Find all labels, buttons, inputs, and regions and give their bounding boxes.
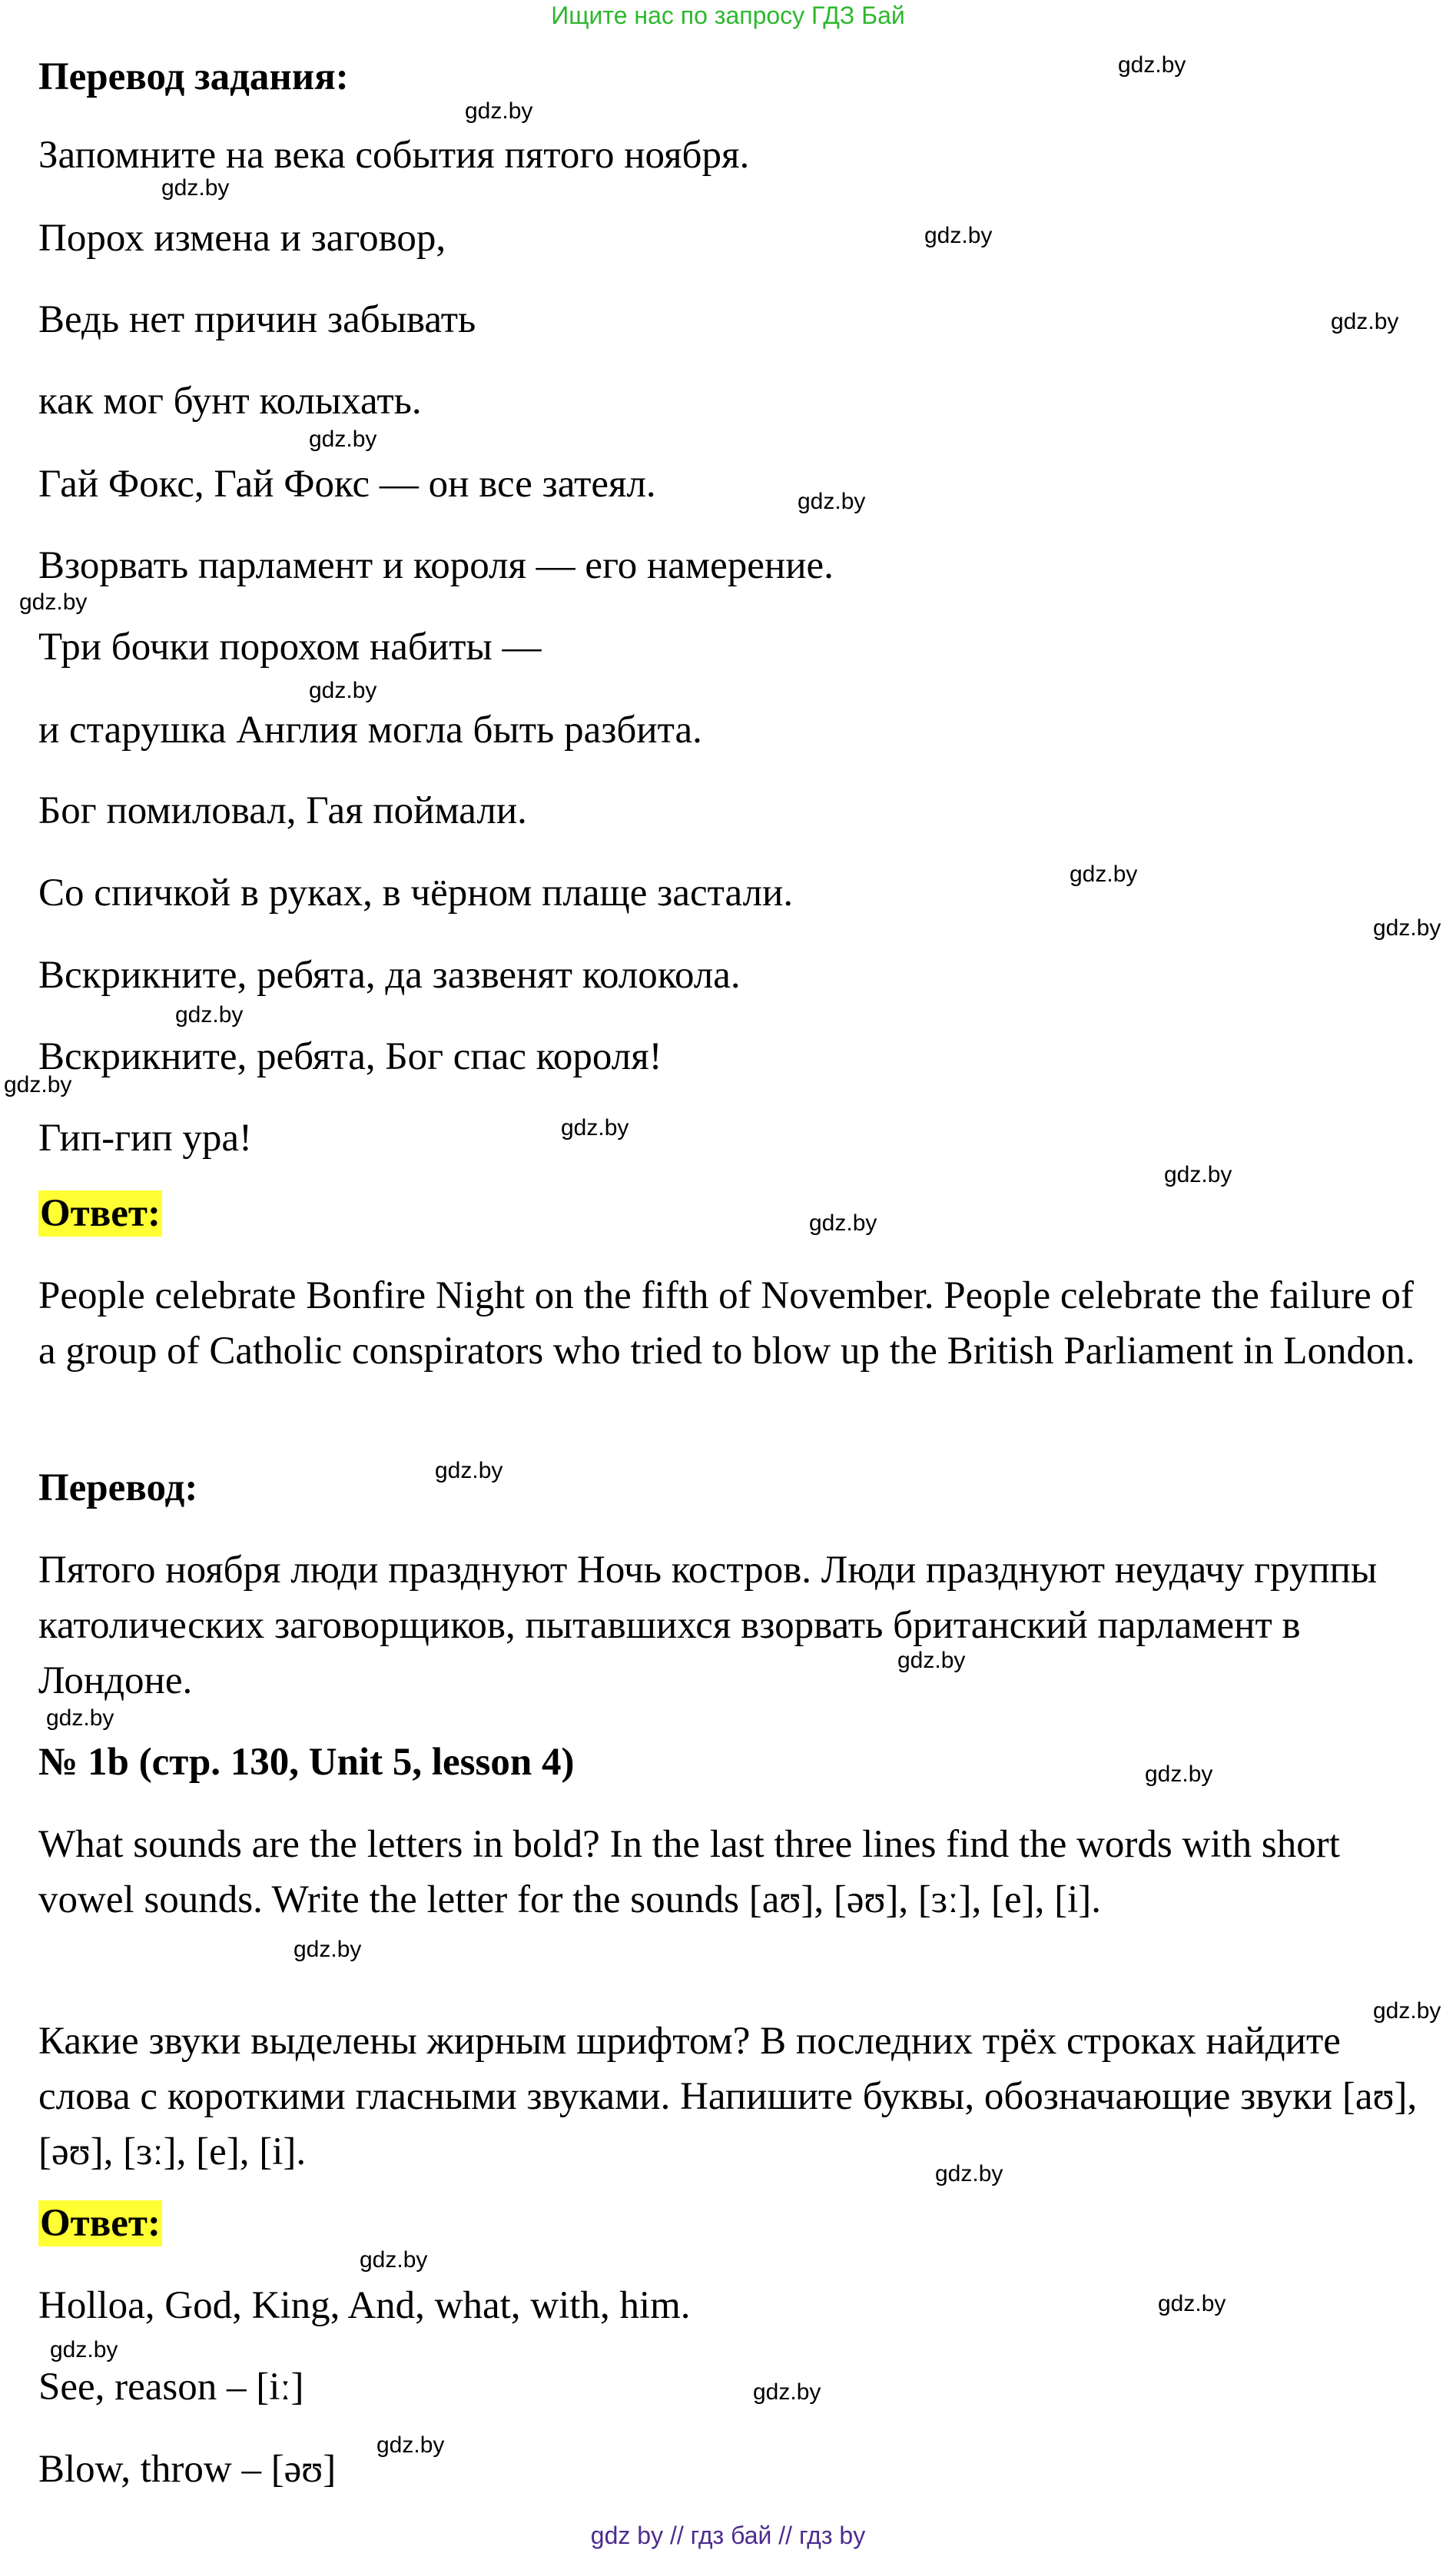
watermark: gdz.by bbox=[465, 98, 533, 124]
task-translation-heading: Перевод задания: bbox=[38, 55, 349, 98]
poem-line: Ведь нет причин забывать bbox=[38, 298, 476, 341]
watermark: gdz.by bbox=[161, 175, 230, 201]
watermark: gdz.by bbox=[1331, 309, 1399, 334]
watermark: gdz.by bbox=[435, 1458, 503, 1483]
watermark: gdz.by bbox=[1373, 915, 1441, 941]
watermark: gdz.by bbox=[561, 1115, 629, 1141]
watermark: gdz.by bbox=[1070, 862, 1138, 887]
translation-text: Пятого ноября люди празднуют Ночь костров. Люди празднуют неудачу группы католических заговорщиков, пытавшихся взорвать британский парламент в Лондоне. bbox=[38, 1549, 1378, 1702]
watermark: gdz.by bbox=[309, 427, 377, 452]
watermark: gdz.by bbox=[1164, 1162, 1232, 1187]
poem-line: как мог бунт колыхать. bbox=[38, 380, 422, 423]
top-banner: Ищите нас по запросу ГДЗ Бай bbox=[551, 2, 905, 29]
watermark: gdz.by bbox=[294, 1937, 362, 1962]
watermark: gdz.by bbox=[935, 2161, 1003, 2186]
poem-line: Вскрикните, ребята, Бог спас короля! bbox=[38, 1035, 662, 1078]
watermark: gdz.by bbox=[175, 1002, 244, 1028]
watermark: gdz.by bbox=[1373, 1998, 1441, 2024]
watermark: gdz.by bbox=[753, 2379, 821, 2405]
poem-line: и старушка Англия могла быть разбита. bbox=[38, 709, 702, 752]
watermark: gdz.by bbox=[46, 1705, 114, 1731]
translation-heading: Перевод: bbox=[38, 1466, 198, 1509]
poem-line: Гай Фокс, Гай Фокс — он все затеял. bbox=[38, 463, 656, 506]
poem-line: Порох измена и заговор, bbox=[38, 217, 446, 260]
exercise-answer-line: Blow, throw – [əʊ] bbox=[38, 2448, 337, 2491]
exercise-heading: № 1b (стр. 130, Unit 5, lesson 4) bbox=[38, 1741, 575, 1784]
watermark: gdz.by bbox=[309, 678, 377, 703]
watermark: gdz.by bbox=[4, 1072, 72, 1097]
exercise-task-en: What sounds are the letters in bold? In the last three lines find the words with short vowel sounds. Write the letter for the sounds [aʊ], [əʊ], [ɜː], [e], [i]. bbox=[38, 1823, 1340, 1921]
poem-line: Со спичкой в руках, в чёрном плаще застали. bbox=[38, 872, 794, 915]
watermark: gdz.by bbox=[924, 223, 993, 248]
watermark: gdz.by bbox=[897, 1648, 966, 1673]
poem-line: Три бочки порохом набиты — bbox=[38, 626, 542, 669]
watermark: gdz.by bbox=[19, 589, 88, 615]
watermark: gdz.by bbox=[798, 489, 866, 514]
poem-line: Взорвать парламент и короля — его намерение. bbox=[38, 544, 834, 587]
exercise-answer-line: Holloa, God, King, And, what, with, him. bbox=[38, 2284, 691, 2327]
poem-line: Вскрикните, ребята, да зазвенят колокола. bbox=[38, 954, 741, 997]
exercise-task-ru: Какие звуки выделены жирным шрифтом? В последних трёх строках найдите слова с короткими гласными звуками. Напишите буквы, обозначающие звуки [aʊ], [əʊ], [ɜː], [e], [i]. bbox=[38, 2020, 1418, 2173]
answer-text: People celebrate Bonfire Night on the fifth of November. People celebrate the failure of a group of Catholic conspirators who tried to blow up the British Parliament in London. bbox=[38, 1274, 1415, 1373]
poem-line: Бог помиловал, Гая поймали. bbox=[38, 789, 527, 832]
watermark: gdz.by bbox=[1145, 1761, 1213, 1787]
watermark: gdz.by bbox=[809, 1210, 877, 1236]
exercise-answer-line: See, reason – [iː] bbox=[38, 2366, 304, 2409]
exercise-answer-label: Ответ: bbox=[40, 2202, 161, 2245]
poem-line: Запомните на века события пятого ноября. bbox=[38, 134, 750, 177]
watermark: gdz.by bbox=[1118, 52, 1186, 78]
watermark: gdz.by bbox=[360, 2247, 428, 2273]
watermark: gdz.by bbox=[1158, 2291, 1226, 2316]
poem-line: Гип-гип ура! bbox=[38, 1117, 252, 1160]
watermark: gdz.by bbox=[376, 2432, 445, 2458]
footer: gdz by // гдз бай // гдз by bbox=[590, 2522, 866, 2549]
watermark: gdz.by bbox=[50, 2337, 118, 2362]
answer-label: Ответ: bbox=[40, 1192, 161, 1235]
